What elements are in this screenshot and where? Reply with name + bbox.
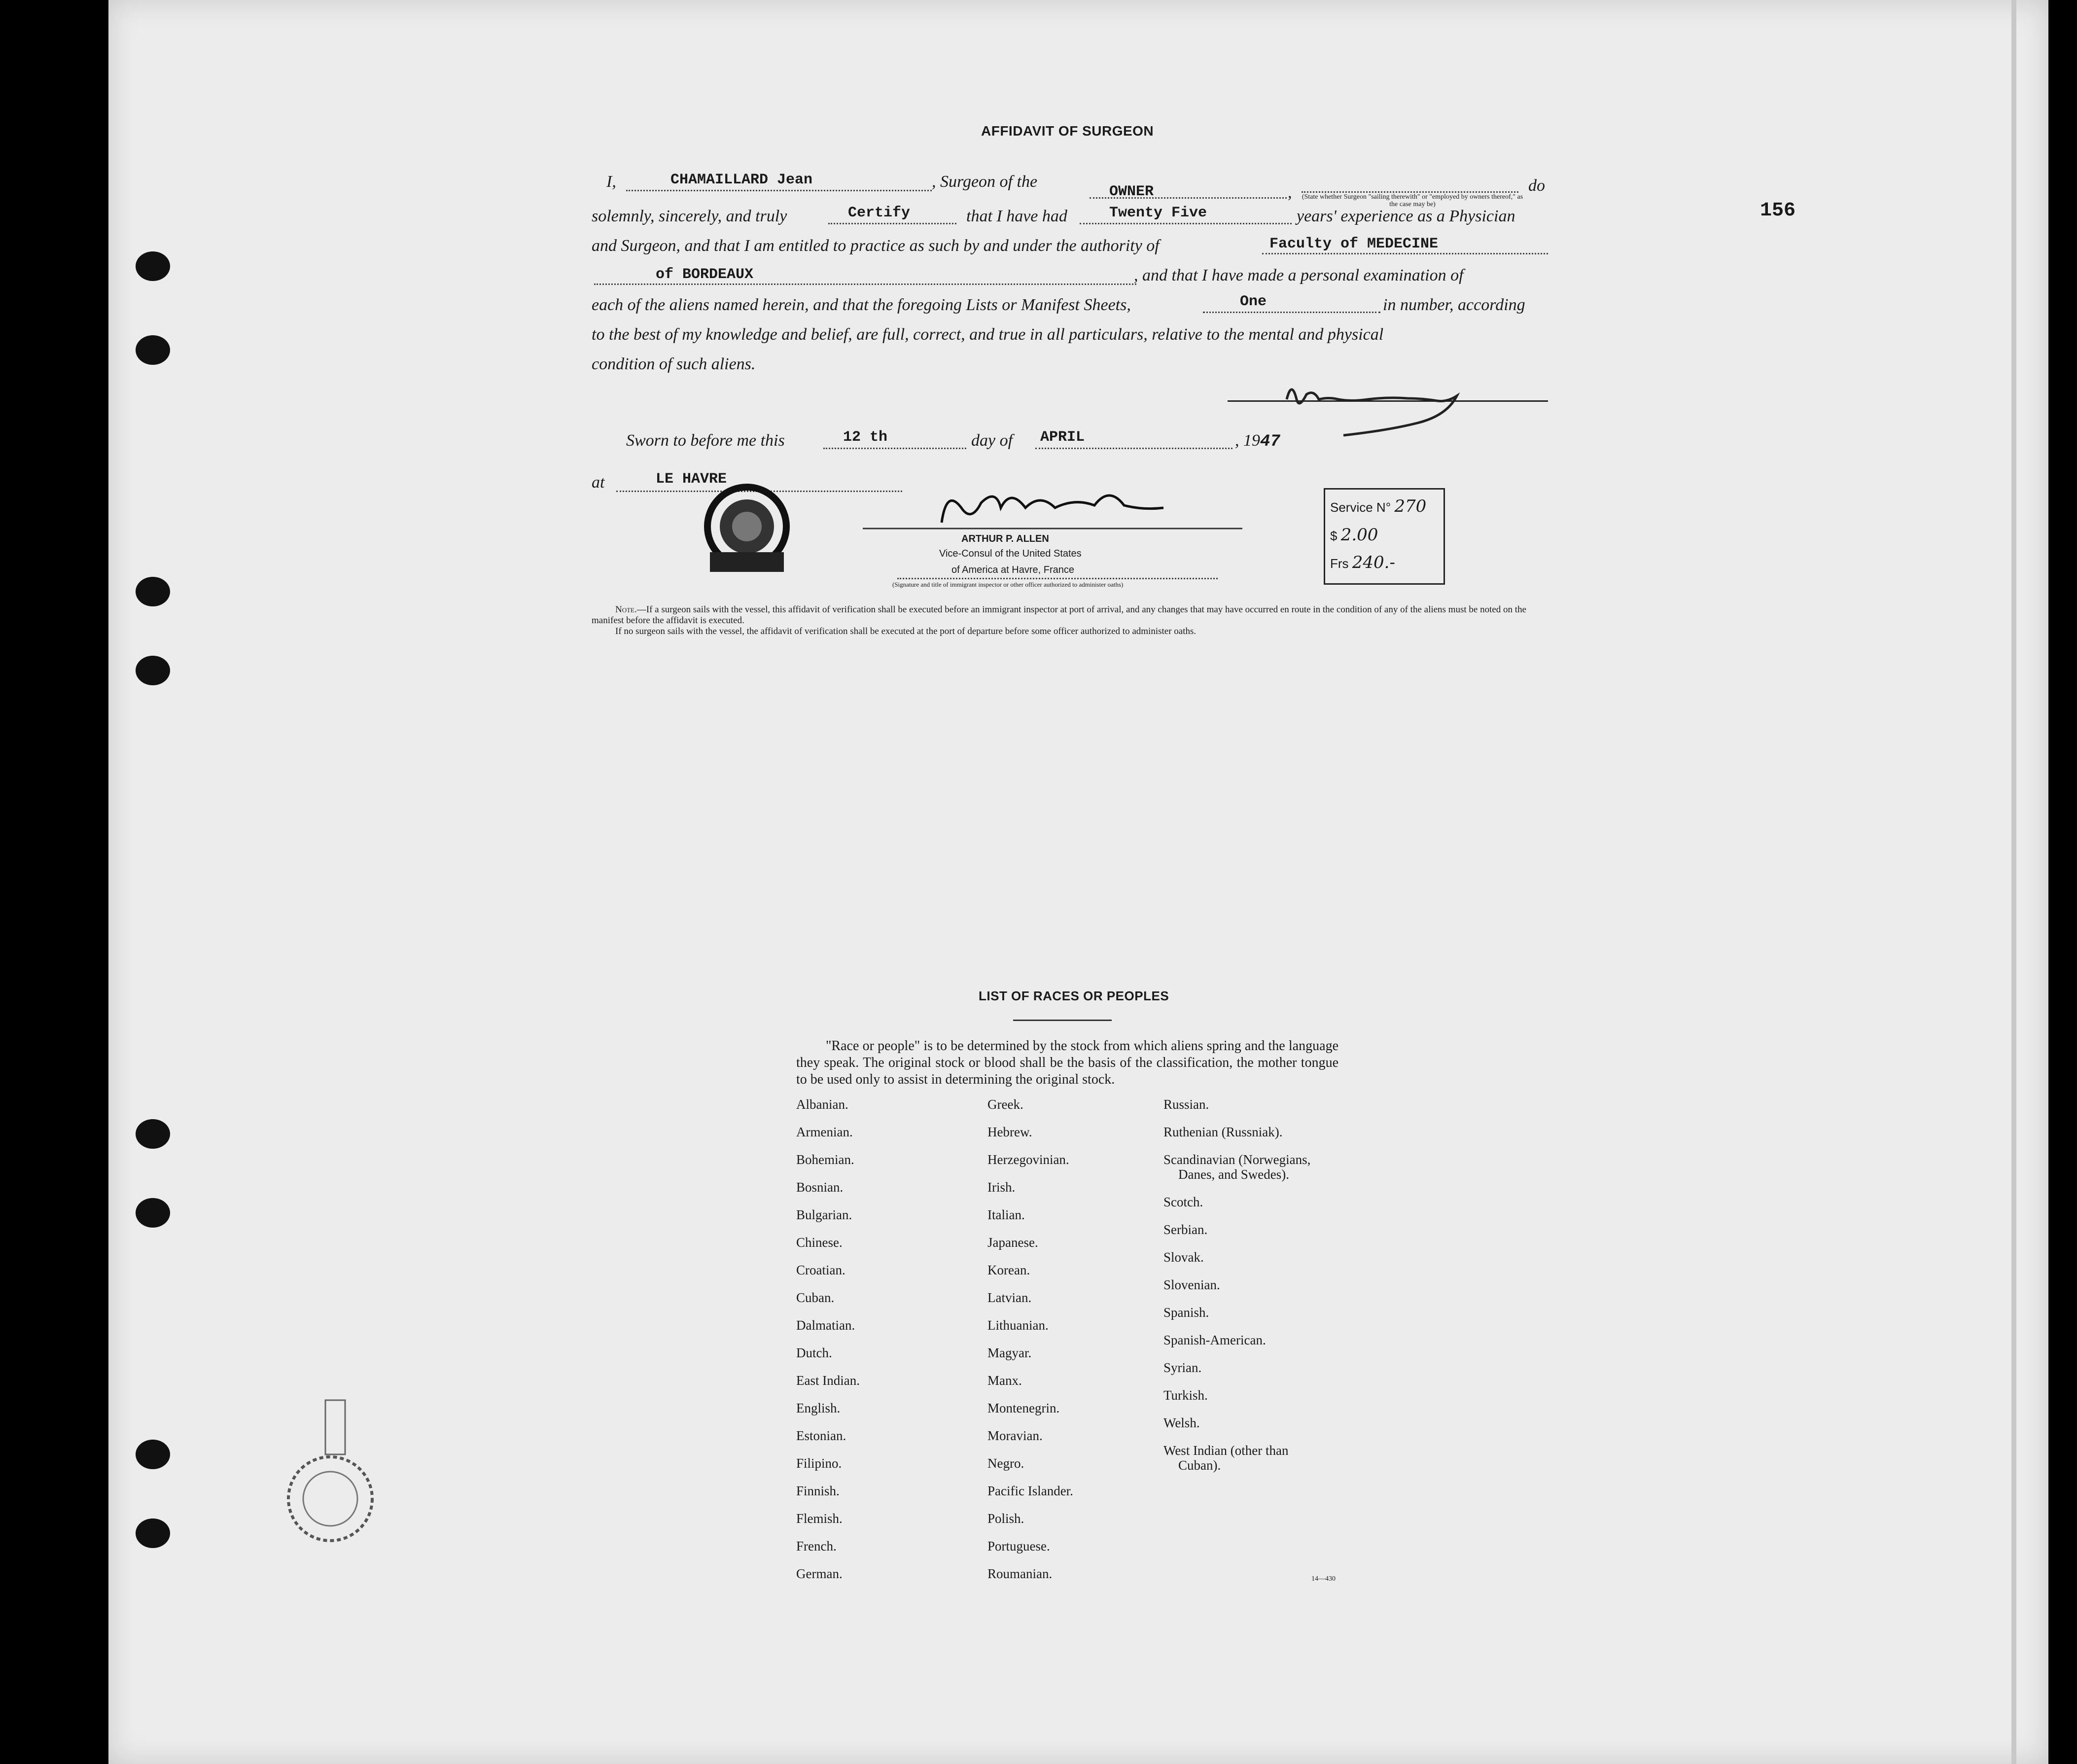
race-item: Greek. (987, 1097, 1023, 1112)
punch-hole (136, 1518, 170, 1548)
years-field: Twenty Five (1109, 205, 1207, 221)
race-item: Pacific Islander. (987, 1483, 1073, 1498)
race-item: Montenegrin. (987, 1401, 1060, 1415)
race-item: Bohemian. (796, 1152, 854, 1167)
sworn-year-prefix: , 1947 (1235, 431, 1280, 451)
race-item: Slovak. (1163, 1250, 1204, 1265)
race-item: Filipino. (796, 1456, 842, 1471)
race-item: Dutch. (796, 1345, 832, 1360)
years-underline (1080, 223, 1292, 224)
race-item: Irish. (987, 1180, 1016, 1195)
race-item: Syrian. (1163, 1360, 1202, 1375)
race-item: Portuguese. (987, 1539, 1050, 1553)
race-item: Cuban). (1178, 1458, 1221, 1473)
affidavit-title: AFFIDAVIT OF SURGEON (981, 123, 1154, 139)
race-item: Lithuanian. (987, 1318, 1049, 1333)
receiving-stamp (276, 1390, 404, 1548)
punch-hole (136, 251, 170, 281)
race-item: Bulgarian. (796, 1207, 852, 1222)
place-field: LE HAVRE (656, 471, 727, 488)
race-item: Italian. (987, 1207, 1025, 1222)
certify-underline (828, 223, 956, 224)
affidavit-line-7: condition of such aliens. (592, 355, 756, 373)
race-item: Manx. (987, 1373, 1022, 1388)
races-title: LIST OF RACES OR PEOPLES (979, 988, 1169, 1003)
consul-signature (863, 483, 1257, 532)
authority-field: Faculty of MEDECINE (1269, 236, 1439, 252)
surgeon-note-underline (1302, 191, 1518, 193)
punch-hole (136, 577, 170, 606)
sworn-month-underline (1035, 448, 1232, 449)
race-item: Serbian. (1163, 1222, 1208, 1237)
affidavit-line-6: to the best of my knowledge and belief, are full, correct, and true in all particulars, relative to the mental and physical (592, 325, 1384, 344)
race-item: Japanese. (987, 1235, 1038, 1250)
race-item: Turkish. (1163, 1388, 1208, 1403)
consul-underline (897, 578, 1218, 579)
race-item: Danes, and Swedes). (1178, 1167, 1289, 1182)
certify-field: Certify (848, 205, 911, 221)
race-item: German. (796, 1566, 843, 1581)
race-item: Scandinavian (Norwegians, (1163, 1152, 1311, 1167)
race-item: Latvian. (987, 1290, 1032, 1305)
in-number-text: in number, according (1383, 296, 1525, 314)
race-item: Russian. (1163, 1097, 1209, 1112)
sheets-field: One (1240, 293, 1267, 310)
sworn-year-field: 47 (1260, 432, 1280, 451)
at-text: at (592, 473, 605, 492)
affidavit-note (592, 604, 1548, 637)
race-item: Armenian. (796, 1125, 853, 1139)
race-item: Estonian. (796, 1428, 846, 1443)
race-item: Hebrew. (987, 1125, 1032, 1139)
races-intro: "Race or people" is to be determined by the stock from which aliens spring and the language they speak. The original stock or blood shall be the basis of the classification, the mother tongue to be used only to assist in determining the original stock. (796, 1038, 1338, 1087)
punch-hole (136, 656, 170, 685)
affidavit-line-1: I, (606, 173, 616, 191)
race-item: Welsh. (1163, 1415, 1200, 1430)
sworn-month-field: APRIL (1040, 429, 1085, 446)
race-item: English. (796, 1401, 841, 1415)
consul-title-1: Vice-Consul of the United States (939, 548, 1082, 559)
vessel-role-underline (1090, 197, 1287, 199)
race-item: Moravian. (987, 1428, 1043, 1443)
punch-hole (136, 1198, 170, 1228)
race-item: Ruthenian (Russniak). (1163, 1125, 1283, 1139)
race-item: East Indian. (796, 1373, 860, 1388)
have-had-text: that I have had (966, 207, 1067, 225)
fee-stamp (1324, 488, 1445, 585)
race-item: Spanish-American. (1163, 1333, 1266, 1347)
dollar-label: $ (1330, 529, 1338, 543)
vessel-role-field: OWNER (1109, 183, 1154, 200)
authority-underline (1262, 253, 1548, 254)
race-item: Finnish. (796, 1483, 840, 1498)
dollar-value: 2.00 (1340, 525, 1378, 545)
consul-caption: (Signature and title of immigrant inspector or other officer authorized to administer oaths) (892, 581, 1124, 588)
service-label: Service N° (1330, 500, 1391, 515)
consul-title-2: of America at Havre, France (951, 564, 1074, 575)
authority-cont-field: of BORDEAUX (656, 266, 754, 283)
race-item: Albanian. (796, 1097, 848, 1112)
race-item: Bosnian. (796, 1180, 844, 1195)
note-text-1: —If a surgeon sails with the vessel, this affidavit of verification shall be executed before an immigrant inspector at port of arrival, and any changes that may have occurred en route in the condition of any of the aliens must be noted on the manifest before the affidavit is executed. (592, 604, 1527, 626)
surgeon-name-underline (626, 190, 932, 191)
page-edge (2011, 0, 2016, 1764)
race-item: Herzegovinian. (987, 1152, 1069, 1167)
race-item: Negro. (987, 1456, 1024, 1471)
race-item: Dalmatian. (796, 1318, 855, 1333)
race-item: Scotch. (1163, 1195, 1203, 1209)
race-item: Spanish. (1163, 1305, 1209, 1320)
races-title-rule (1013, 1020, 1112, 1021)
comma-text: , (1288, 183, 1292, 202)
race-item: Korean. (987, 1263, 1030, 1277)
race-item: Croatian. (796, 1263, 845, 1277)
affidavit-line-3: and Surgeon, and that I am entitled to practice as such by and under the authority of (592, 237, 1160, 255)
day-of-text: day of (971, 431, 1013, 450)
race-item: Magyar. (987, 1345, 1032, 1360)
affidavit-line-4-end: , and that I have made a personal examination of (1134, 266, 1464, 284)
punch-hole (136, 1440, 170, 1469)
surgeon-of-text: , Surgeon of the (932, 173, 1038, 191)
years-experience-text: years' experience as a Physician (1297, 207, 1515, 225)
affidavit-line-5: each of the aliens named herein, and that the foregoing Lists or Manifest Sheets, (592, 296, 1131, 314)
race-item: Chinese. (796, 1235, 843, 1250)
note-text-2: If no surgeon sails with the vessel, the affidavit of verification shall be executed at the port of departure before some officer authorized to administer oaths. (615, 626, 1197, 636)
page-number: 156 (1760, 200, 1796, 222)
consul-name: ARTHUR P. ALLEN (961, 533, 1049, 544)
form-number: 14—430 (1311, 1575, 1336, 1583)
consulate-seal (680, 483, 813, 577)
sworn-day-underline (823, 448, 966, 449)
authority-cont-underline-left (594, 283, 1136, 285)
sworn-day-field: 12 th (843, 429, 888, 446)
race-item: Roumanian. (987, 1566, 1053, 1581)
surgeon-name-field: CHAMAILLARD Jean (670, 172, 813, 188)
race-item: French. (796, 1539, 837, 1553)
frs-value: 240.- (1352, 553, 1395, 572)
punch-hole (136, 335, 170, 365)
affidavit-line-2-start: solemnly, sincerely, and truly (592, 207, 787, 225)
do-text: do (1528, 176, 1545, 195)
race-item: West Indian (other than (1163, 1443, 1289, 1458)
sworn-text: Sworn to before me this (626, 431, 785, 450)
note-lead: Note. (615, 604, 637, 615)
service-number: 270 (1394, 496, 1427, 516)
race-item: Cuban. (796, 1290, 835, 1305)
race-item: Polish. (987, 1511, 1024, 1526)
sheets-underline (1203, 312, 1380, 313)
race-item: Slovenian. (1163, 1277, 1220, 1292)
frs-label: Frs (1330, 556, 1349, 571)
punch-hole (136, 1119, 170, 1149)
race-item: Flemish. (796, 1511, 843, 1526)
surgeon-signature (1228, 375, 1553, 439)
surgeon-note: (State whether Surgeon "sailing therewith" or "employed by owners thereof," as the case may be) (1302, 193, 1523, 208)
